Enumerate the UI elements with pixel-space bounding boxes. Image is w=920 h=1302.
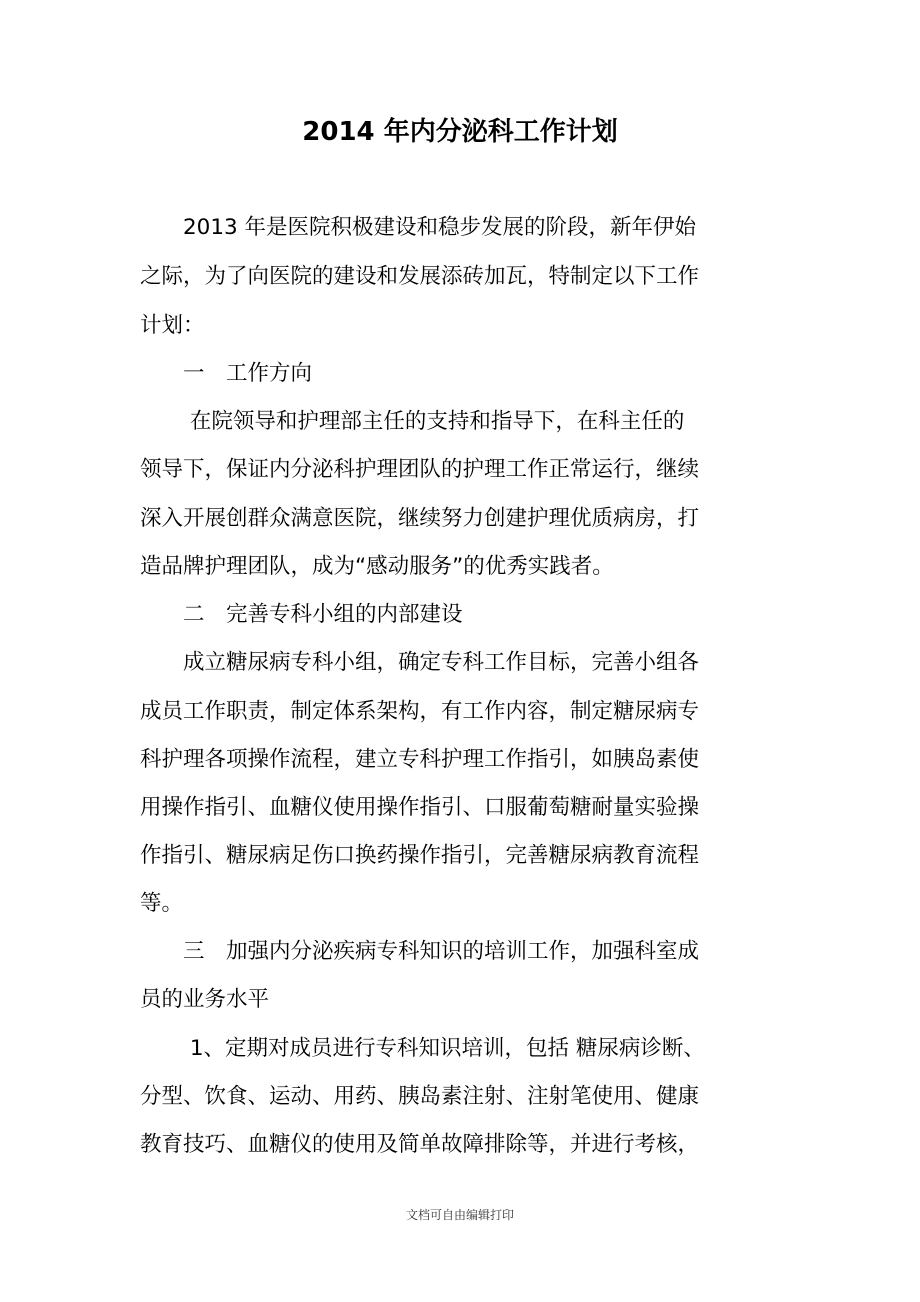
paragraph-line: 领导下，保证内分泌科护理团队的护理工作正常运行，继续	[140, 457, 700, 482]
paragraph-line: 教育技巧、血糖仪的使用及简单故障排除等，并进行考核，	[140, 1132, 700, 1157]
paragraph-line: 作指引、糖尿病足伤口换药操作指引，完善糖尿病教育流程	[140, 843, 700, 868]
paragraph-line: 1、定期对成员进行专科知识培训，包括 糖尿病诊断、	[140, 1036, 705, 1061]
page-footer: 文档可自由编辑打印	[405, 1208, 514, 1222]
paragraph-line: 2013 年是医院积极建设和稳步发展的阶段，新年伊始	[140, 215, 697, 240]
paragraph-line: 在院领导和护理部主任的支持和指导下，在科主任的	[140, 409, 685, 434]
paragraph-line: 深入开展创群众满意医院，继续努力创建护理优质病房，打	[140, 506, 700, 531]
paragraph-line: 用操作指引、血糖仪使用操作指引、口服葡萄糖耐量实验操	[140, 795, 700, 820]
paragraph-line: 计划：	[140, 313, 205, 338]
section-heading: 三 加强内分泌疾病专科知识的培训工作，加强科室成	[140, 939, 700, 964]
section-heading: 一 工作方向	[140, 361, 313, 386]
paragraph-line: 之际，为了向医院的建设和发展添砖加瓦，特制定以下工作	[140, 264, 700, 289]
paragraph-line: 科护理各项操作流程，建立专科护理工作指引，如胰岛素使	[140, 747, 700, 772]
section-heading: 员的业务水平	[140, 987, 270, 1012]
paragraph-line: 成立糖尿病专科小组，确定专科工作目标，完善小组各	[140, 650, 700, 675]
paragraph-line: 分型、饮食、运动、用药、胰岛素注射、注射笔使用、健康	[140, 1084, 700, 1109]
paragraph-line: 等。	[140, 891, 184, 916]
document-title: 2014 年内分泌科工作计划	[302, 117, 618, 147]
paragraph-line: 成员工作职责，制定体系架构，有工作内容，制定糖尿病专	[140, 699, 700, 724]
paragraph-line: 造品牌护理团队，成为“感动服务”的优秀实践者。	[140, 554, 614, 579]
section-heading: 二 完善专科小组的内部建设	[140, 602, 463, 627]
